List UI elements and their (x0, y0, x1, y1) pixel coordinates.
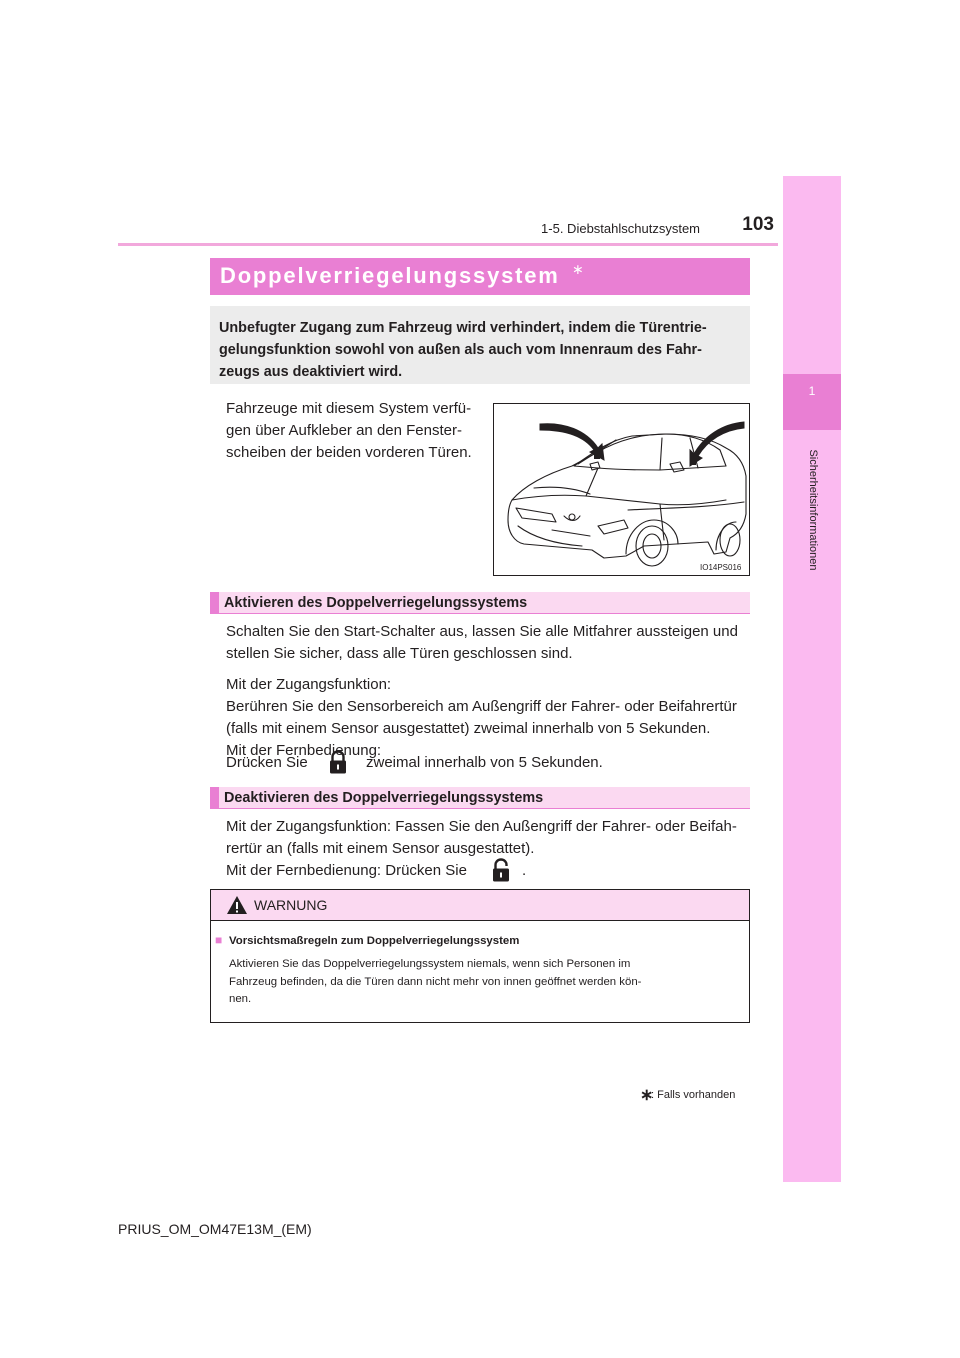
page-title: Doppelverriegelungssystem (220, 263, 560, 288)
description-line: gen über Aufkleber an den Fenster- (226, 422, 462, 439)
warning-line: nen. (229, 993, 252, 1005)
lock-icon (326, 749, 350, 775)
deactivate-heading: Deaktivieren des Doppelverriegelungssystems (224, 790, 544, 806)
activate-line: Mit der Fernbedienung: (226, 742, 382, 759)
document-code: PRIUS_OM_OM47E13M_(EM) (118, 1221, 312, 1237)
warning-line: Aktivieren Sie das Doppelverriegelungssystem niemals, wenn sich Personen im (229, 958, 631, 970)
footnote-text: : Falls vorhanden (651, 1089, 736, 1101)
description-line: Fahrzeuge mit diesem System verfü- (226, 400, 472, 417)
activate-line: (falls mit einem Sensor ausgestattet) zweimal innerhalb von 5 Sekunden. (226, 720, 711, 737)
chapter-number: 1 (808, 384, 816, 398)
warning-line: Fahrzeug befinden, da die Türen dann nicht mehr von innen geöffnet werden kön- (229, 975, 642, 988)
deactivate-heading-rule (210, 808, 750, 809)
intro-line: zeugs aus deaktiviert wird. (219, 364, 403, 380)
deactivate-line: Mit der Zugangsfunktion: Fassen Sie den Außengriff der Fahrer- oder Beifah- (226, 818, 737, 835)
intro-line: Unbefugter Zugang zum Fahrzeug wird verhindert, indem die Türentrie- (219, 320, 707, 336)
footnote-marker: ∗ (640, 1087, 654, 1104)
deactivate-press-before: Mit der Fernbedienung: Drücken Sie (226, 862, 467, 879)
description-line: scheiben der beiden vorderen Türen. (226, 444, 472, 461)
car-illustration-figure (493, 403, 750, 576)
deactivate-press-after: . (522, 862, 527, 879)
warning-item-title: Vorsichtsmaßregeln zum Doppelverriegelungssystem (229, 935, 520, 947)
header-rule (118, 243, 778, 246)
activate-press-after: zweimal innerhalb von 5 Sekunden. (366, 754, 603, 771)
activate-body (226, 621, 756, 762)
chapter-number-block (783, 374, 841, 430)
deactivate-heading-accent (210, 787, 219, 808)
activate-line: Schalten Sie den Start-Schalter aus, lassen Sie alle Mitfahrer aussteigen und (226, 623, 738, 640)
car-illustration (494, 404, 750, 576)
optional-equipment-marker: ∗ (572, 261, 584, 277)
intro-text (219, 317, 743, 383)
activate-heading-accent (210, 592, 219, 613)
chapter-side-tab (783, 176, 841, 1182)
warning-icon (226, 895, 248, 915)
warning-title: WARNUNG (254, 897, 328, 913)
deactivate-body (226, 816, 756, 860)
activate-heading-rule (210, 613, 750, 614)
warning-bullet-icon: ■ (215, 933, 223, 947)
description-paragraph (226, 398, 477, 464)
activate-line: Berühren Sie den Sensorbereich am Außengriff der Fahrer- oder Beifahrertür (226, 698, 737, 715)
unlock-icon (489, 857, 513, 883)
activate-line: stellen Sie sicher, dass alle Türen geschlossen sind. (226, 645, 573, 662)
figure-code: IO14PS016 (700, 563, 742, 572)
warning-item-text (229, 956, 740, 1009)
chapter-title: Sicherheitsinformationen (807, 449, 819, 571)
page-number: 103 (742, 214, 774, 235)
section-label: 1-5. Diebstahlschutzsystem (541, 221, 700, 236)
deactivate-line: rertür an (falls mit einem Sensor ausgestattet). (226, 840, 535, 857)
activate-press-before: Drücken Sie (226, 754, 308, 771)
intro-line: gelungsfunktion sowohl von außen als auch vom Innenraum des Fahr- (219, 342, 702, 358)
activate-line: Mit der Zugangsfunktion: (226, 676, 392, 693)
activate-heading: Aktivieren des Doppelverriegelungssystems (224, 595, 528, 611)
